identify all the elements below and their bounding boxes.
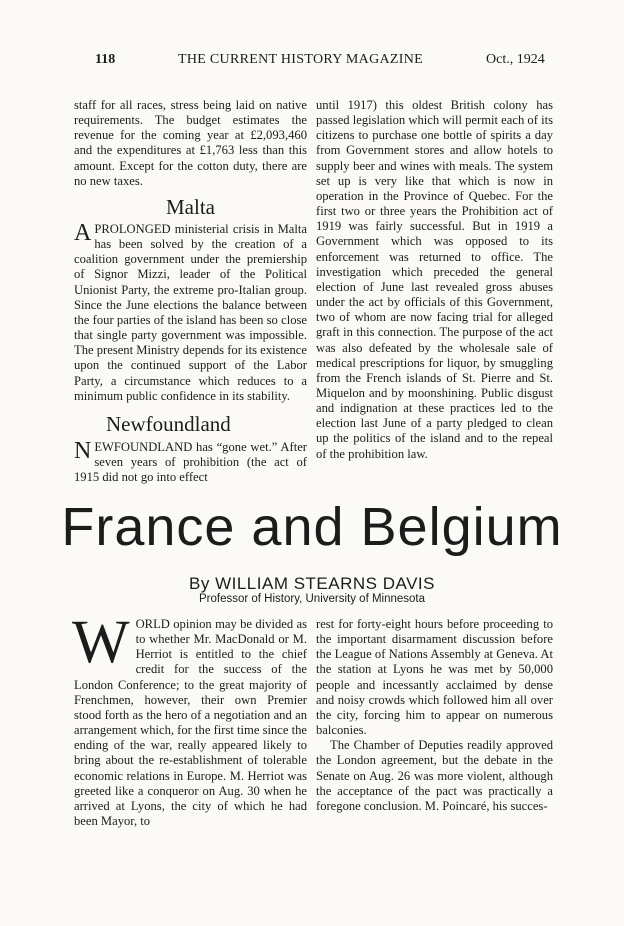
running-header (0, 52, 624, 68)
section-heading-newfoundland: Newfoundland (106, 411, 231, 436)
article-paragraph-1 (72, 609, 307, 829)
column-left-bottom (72, 609, 307, 829)
newfoundland-continued: until 1917) this oldest British colony has passed legislation which will permit each of its citizens to purchase one bottle of spirits a day from Government stores and allow hotels to supply beer and wines with meals. The system set up is very like that which is now in operation in the Province of Quebec. For the first two or three years the Prohibition act of 1919 was fairly successful. But in 1919 a Government which was opposed to its enforcement was returned to office. The investigation which preceded the general election of June last revealed gross abuses under the act by officials of this Government, two of whom are now facing trial for alleged graft in this connection. The purpose of the act was also defeated by the wholesale sale of medical prescriptions for liquor, by smuggling from the French islands of St. Pierre and St. Miquelon and by moonshining. Public disgust and indignation at these practices led to the election last June of a party pledged to clean up the politics of the island and to the repeal of the prohibition law. (316, 98, 553, 461)
article-text-1: ORLD opinion may be divided as to whether Mr. MacDonald or M. Herriot is entitled to the chief credit for the success of the London Conference; to the great majority of Frenchmen, however, their own Premier stood forth as the hero of a negotiation and an arrangement which, for the first time since the ending of the war, really appeared likely to bring about the re-establishment of tolerable economic relations in Europe. M. Herriot was greeted like a conqueror on Aug. 30 when he arrived at Lyons, the city of which he had been Mayor, to (74, 617, 307, 829)
column-right-bottom (316, 617, 553, 814)
article-paragraph-2: rest for forty-eight hours before proceeding to the important disarmament discussion before the League of Nations Assembly at Geneva. At the station at Lyons he was met by 50,000 people and incessantly acclaimed by dense and noisy crowds which followed him all over the city, forcing him to appear on numerous balconies. (316, 617, 553, 738)
article-byline: By WILLIAM STEARNS DAVIS (189, 574, 435, 593)
column-right-top (316, 98, 553, 462)
intro-paragraph: staff for all races, stress being laid on native requirements. The budget estimates the revenue for the coming year at £2,093,460 and the expenditures at £1,763 less than this amount. Except for the cotton duty, there are no new taxes. (74, 98, 307, 188)
section-heading-malta: Malta (166, 194, 215, 219)
issue-date: Oct., 1924 (486, 52, 545, 67)
malta-text: PROLONGED ministerial crisis in Malta has been solved by the creation of a coalition government under the premiership of Signor Mizzi, leader of the Political Unionist Party, the extreme pro-Italian group. Since the June elections the balance between the four parties of the island has been so close that single party government was impossible. The present Ministry depends for its existence upon the continued support of the Labor Party, a circumstance which reduces to a minimum public confidence in its stability. (74, 221, 307, 403)
newfoundland-text: EWFOUNDLAND has “gone wet.” After seven years of prohibition (the act of 1915 did not go into effect (74, 439, 307, 485)
article-title: France and Belgium (61, 497, 563, 557)
newfoundland-dropcap: N (74, 437, 92, 464)
article-dropcap: W (72, 609, 130, 676)
malta-dropcap: A (74, 219, 92, 246)
malta-paragraph (74, 219, 307, 404)
article-paragraph-3: The Chamber of Deputies readily approved the London agreement, but the debate in the Senate on Aug. 26 was more violent, although the acceptance of the pact was practically a foregone conclusion. M. Poincaré, his succes- (316, 738, 553, 813)
author-credit: Professor of History, University of Minnesota (198, 593, 426, 605)
magazine-title: THE CURRENT HISTORY MAGAZINE (178, 52, 423, 67)
page-number: 118 (95, 52, 116, 67)
newfoundland-paragraph (74, 437, 307, 485)
column-left-top (74, 98, 307, 485)
